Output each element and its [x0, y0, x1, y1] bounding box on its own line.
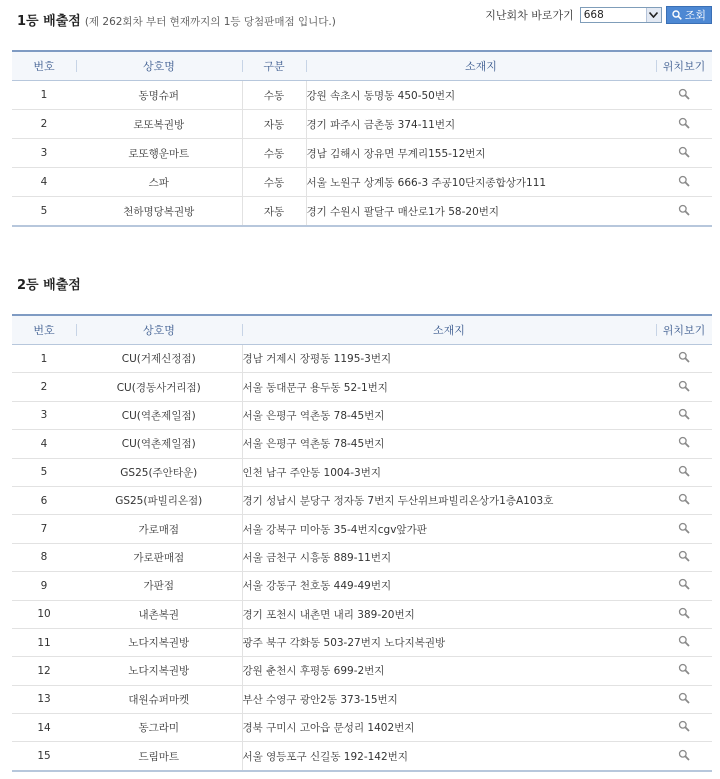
row-number: 3 — [12, 139, 76, 168]
purchase-type: 수동 — [242, 139, 306, 168]
map-cell — [656, 685, 712, 713]
map-cell — [656, 110, 712, 139]
store-name: CU(역촌제일점) — [76, 430, 242, 458]
header-map: 위치보기 — [656, 51, 712, 81]
map-cell — [656, 373, 712, 401]
table-row — [12, 197, 712, 227]
header-address: 소재지 — [306, 51, 656, 81]
store-address: 서울 강동구 천호동 449-49번지 — [242, 572, 656, 600]
table-row — [12, 81, 712, 110]
section2-title: 2등 배출점 — [17, 278, 81, 293]
table-row — [12, 515, 712, 543]
row-number: 9 — [12, 572, 76, 600]
magnifier-icon[interactable] — [678, 663, 690, 678]
store-address: 강원 속초시 동명동 450-50번지 — [306, 81, 656, 110]
map-cell — [656, 401, 712, 429]
magnifier-icon[interactable] — [678, 550, 690, 565]
store-address: 강원 춘천시 후평동 699-2번지 — [242, 657, 656, 685]
magnifier-icon[interactable] — [678, 749, 690, 764]
store-address: 서울 은평구 역촌동 78-45번지 — [242, 430, 656, 458]
store-name: 로또복권방 — [76, 110, 242, 139]
row-number: 13 — [12, 685, 76, 713]
store-name: 드림마트 — [76, 742, 242, 771]
magnifier-icon[interactable] — [678, 607, 690, 622]
row-number: 14 — [12, 714, 76, 742]
purchase-type: 수동 — [242, 81, 306, 110]
section1-note: (제 262회차 부터 현재까지의 1등 당첨판매점 입니다.) — [84, 16, 336, 28]
store-name: 가판점 — [76, 572, 242, 600]
magnifier-icon[interactable] — [678, 493, 690, 508]
magnifier-icon[interactable] — [678, 720, 690, 735]
table-row — [12, 110, 712, 139]
search-button[interactable] — [666, 6, 712, 24]
store-name: 가로판매점 — [76, 543, 242, 571]
store-address: 서울 은평구 역촌동 78-45번지 — [242, 401, 656, 429]
table-row — [12, 543, 712, 571]
store-address: 서울 동대문구 용두동 52-1번지 — [242, 373, 656, 401]
section1-title-text: 1등 배출점 — [17, 14, 81, 29]
store-name: 대원슈퍼마켓 — [76, 685, 242, 713]
store-address: 경기 수원시 팔달구 매산로1가 58-20번지 — [306, 197, 656, 227]
row-number: 1 — [12, 81, 76, 110]
purchase-type: 수동 — [242, 168, 306, 197]
map-cell — [656, 572, 712, 600]
map-cell — [656, 714, 712, 742]
store-name: 내촌복권 — [76, 600, 242, 628]
store-name: 스파 — [76, 168, 242, 197]
magnifier-icon[interactable] — [678, 88, 690, 103]
magnifier-icon[interactable] — [678, 465, 690, 480]
store-address: 경기 포천시 내촌면 내리 389-20번지 — [242, 600, 656, 628]
store-name: GS25(주안타운) — [76, 458, 242, 486]
purchase-type: 자동 — [242, 197, 306, 227]
row-number: 10 — [12, 600, 76, 628]
map-cell — [656, 139, 712, 168]
store-name: CU(역촌제일점) — [76, 401, 242, 429]
table-row — [12, 486, 712, 514]
map-cell — [656, 486, 712, 514]
store-address: 경북 구미시 고아읍 문성리 1402번지 — [242, 714, 656, 742]
magnifier-icon[interactable] — [678, 146, 690, 161]
row-number: 5 — [12, 197, 76, 227]
store-address: 서울 영등포구 신길동 192-142번지 — [242, 742, 656, 771]
row-number: 2 — [12, 373, 76, 401]
store-address: 경기 파주시 금촌동 374-11번지 — [306, 110, 656, 139]
map-cell — [656, 168, 712, 197]
table-row — [12, 168, 712, 197]
store-address: 인천 남구 주안동 1004-3번지 — [242, 458, 656, 486]
store-name: GS25(파빌리온점) — [76, 486, 242, 514]
map-cell — [656, 515, 712, 543]
table-row — [12, 458, 712, 486]
magnifier-icon[interactable] — [678, 522, 690, 537]
table-row — [12, 139, 712, 168]
store-name: 동그라미 — [76, 714, 242, 742]
table-row — [12, 685, 712, 713]
magnifier-icon[interactable] — [678, 692, 690, 707]
table-row — [12, 373, 712, 401]
magnifier-icon[interactable] — [678, 578, 690, 593]
store-name: 노다지복권방 — [76, 657, 242, 685]
first-prize-table — [12, 50, 712, 227]
header-map: 위치보기 — [656, 315, 712, 345]
store-address: 광주 북구 각화동 503-27번지 노다지복권방 — [242, 628, 656, 656]
magnifier-icon[interactable] — [678, 380, 690, 395]
chevron-down-icon[interactable] — [646, 8, 661, 22]
store-address: 경남 거제시 장평동 1195-3번지 — [242, 345, 656, 373]
round-select-dropdown[interactable] — [580, 7, 662, 23]
table-header-row — [12, 315, 712, 345]
row-number: 12 — [12, 657, 76, 685]
search-button-label: 조회 — [684, 9, 706, 22]
store-name: 천하명당복권방 — [76, 197, 242, 227]
map-cell — [656, 657, 712, 685]
section1-title — [17, 10, 336, 29]
store-name: 노다지복권방 — [76, 628, 242, 656]
map-cell — [656, 600, 712, 628]
row-number: 7 — [12, 515, 76, 543]
table-row — [12, 572, 712, 600]
search-icon — [672, 10, 682, 20]
store-name: CU(경동사거리점) — [76, 373, 242, 401]
table-row — [12, 430, 712, 458]
magnifier-icon[interactable] — [678, 117, 690, 132]
table-row — [12, 742, 712, 771]
map-cell — [656, 345, 712, 373]
header-no: 번호 — [12, 315, 76, 345]
store-address: 경남 김해시 장유면 무계리155-12번지 — [306, 139, 656, 168]
magnifier-icon[interactable] — [678, 351, 690, 366]
row-number: 8 — [12, 543, 76, 571]
table-row — [12, 345, 712, 373]
row-number: 15 — [12, 742, 76, 771]
store-address: 서울 금천구 시흥동 889-11번지 — [242, 543, 656, 571]
row-number: 4 — [12, 430, 76, 458]
row-number: 1 — [12, 345, 76, 373]
row-number: 11 — [12, 628, 76, 656]
second-prize-table — [12, 314, 712, 772]
store-address: 경기 성남시 분당구 정자동 7번지 두산위브파빌리온상가1층A103호 — [242, 486, 656, 514]
table-row — [12, 657, 712, 685]
store-name: 가로매점 — [76, 515, 242, 543]
store-address: 부산 수영구 광안2동 373-15번지 — [242, 685, 656, 713]
table-row — [12, 600, 712, 628]
map-cell — [656, 628, 712, 656]
map-cell — [656, 543, 712, 571]
store-name: CU(거제신정점) — [76, 345, 242, 373]
header-address: 소재지 — [242, 315, 656, 345]
row-number: 3 — [12, 401, 76, 429]
magnifier-icon[interactable] — [678, 436, 690, 451]
header-name: 상호명 — [76, 51, 242, 81]
magnifier-icon[interactable] — [678, 635, 690, 650]
table-row — [12, 628, 712, 656]
store-address: 서울 노원구 상계동 666-3 주공10단지종합상가111 — [306, 168, 656, 197]
map-cell — [656, 81, 712, 110]
store-address: 서울 강북구 미아동 35-4번지cgv앞가판 — [242, 515, 656, 543]
header-type: 구분 — [242, 51, 306, 81]
map-cell — [656, 742, 712, 771]
row-number: 2 — [12, 110, 76, 139]
magnifier-icon[interactable] — [678, 408, 690, 423]
map-cell — [656, 458, 712, 486]
magnifier-icon[interactable] — [678, 175, 690, 190]
store-name: 동명슈퍼 — [76, 81, 242, 110]
row-number: 5 — [12, 458, 76, 486]
header-name: 상호명 — [76, 315, 242, 345]
table-row — [12, 401, 712, 429]
row-number: 4 — [12, 168, 76, 197]
table-header-row — [12, 51, 712, 81]
purchase-type: 자동 — [242, 110, 306, 139]
header-no: 번호 — [12, 51, 76, 81]
round-selector-label: 지난회차 바로가기 — [485, 9, 574, 22]
table-row — [12, 714, 712, 742]
magnifier-icon[interactable] — [678, 204, 690, 219]
store-name: 로또행운마트 — [76, 139, 242, 168]
map-cell — [656, 197, 712, 227]
round-select-value: 668 — [583, 9, 604, 21]
map-cell — [656, 430, 712, 458]
round-selector — [485, 6, 712, 24]
row-number: 6 — [12, 486, 76, 514]
